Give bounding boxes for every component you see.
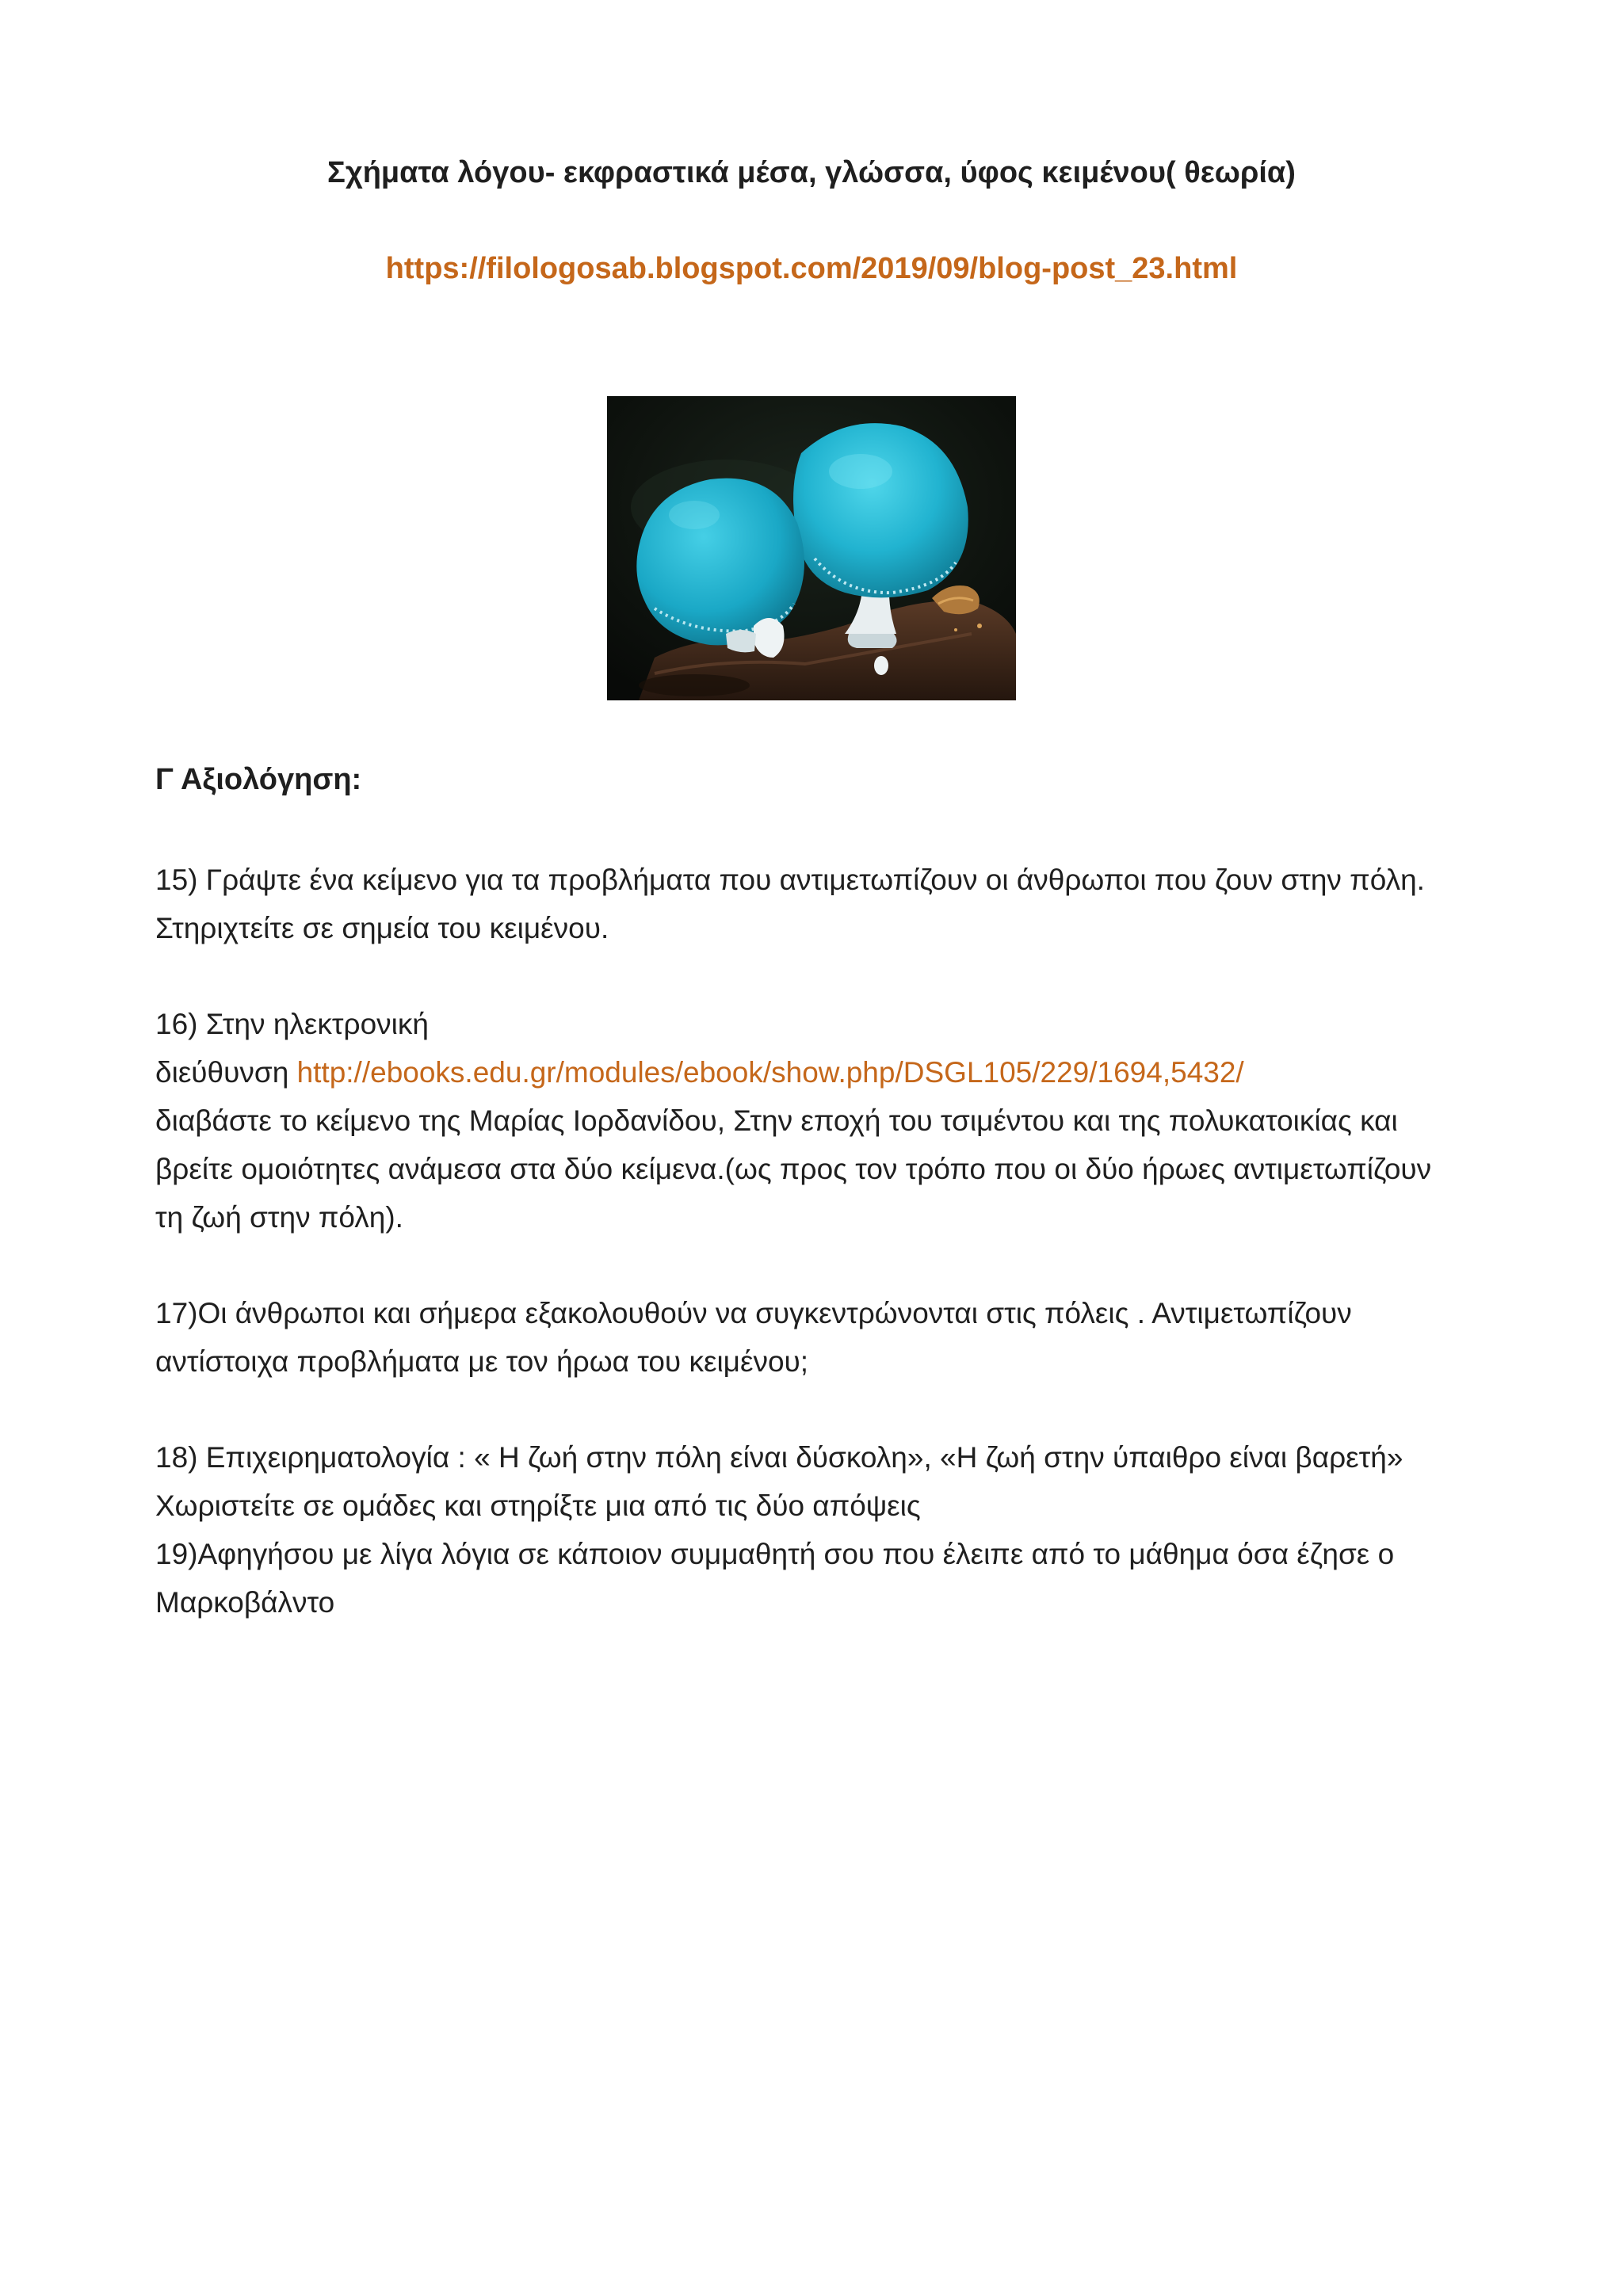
page-title: Σχήματα λόγου- εκφραστικά μέσα, γλώσσα, ύφος κειμένου( θεωρία) — [327, 156, 1296, 189]
question-18-line-1: 18) Επιχειρηματολογία : « Η ζωή στην πόλη είναι δύσκολη», «Η ζωή στην ύπαιθρο είναι βαρετή» — [155, 1441, 1403, 1474]
question-19 — [155, 1530, 1487, 1627]
question-16-line-2 — [155, 1048, 1487, 1097]
question-17-line-1: 17)Οι άνθρωποι και σήμερα εξακολουθούν να συγκεντρώνονται στις πόλεις . Αντιμετωπίζουν — [155, 1297, 1352, 1329]
question-19-line-2: Μαρκοβάλντο — [155, 1586, 335, 1619]
question-15-line-1: 15) Γράψτε ένα κείμενο για τα προβλήματα που αντιμετωπίζουν οι άνθρωποι που ζουν στην πόλη. — [155, 864, 1425, 896]
question-15-line-2: Στηριχτείτε σε σημεία του κειμένου. — [155, 912, 609, 944]
question-17-line-2: αντίστοιχα προβλήματα με τον ήρωα του κειμένου; — [155, 1345, 809, 1378]
question-18 — [155, 1433, 1487, 1530]
question-17 — [155, 1289, 1487, 1386]
question-16-line-1: 16) Στην ηλεκτρονική — [155, 1008, 429, 1040]
ebook-link[interactable]: http://ebooks.edu.gr/modules/ebook/show.php/DSGL105/229/1694,5432/ — [296, 1056, 1244, 1089]
question-19-line-1: 19)Αφηγήσου με λίγα λόγια σε κάποιον συμμαθητή σου που έλειπε από το μάθημα όσα έζησε ο — [155, 1538, 1395, 1570]
question-16-prefix: διεύθυνση — [155, 1056, 297, 1089]
blog-link[interactable]: https://filologosab.blogspot.com/2019/09/blog-post_23.html — [385, 252, 1238, 285]
question-18-line-2: Χωριστείτε σε ομάδες και στηρίξτε μια από τις δύο απόψεις — [155, 1489, 921, 1522]
question-16-line-4: βρείτε ομοιότητες ανάμεσα στα δύο κείμενα.(ως προς τον τρόπο που οι δύο ήρωες αντιμετωπίζουν — [155, 1153, 1432, 1185]
question-15 — [155, 856, 1487, 952]
question-16-line-3: διαβάστε το κείμενο της Μαρίας Ιορδανίδου, Στην εποχή του τσιμέντου και της πολυκατοικίας και — [155, 1104, 1398, 1137]
question-16-line-5: τη ζωή στην πόλη). — [155, 1201, 403, 1234]
question-16 — [155, 1000, 1487, 1241]
blue-mushrooms-photo — [607, 396, 1016, 700]
section-heading: Γ Αξιολόγηση: — [155, 763, 362, 796]
